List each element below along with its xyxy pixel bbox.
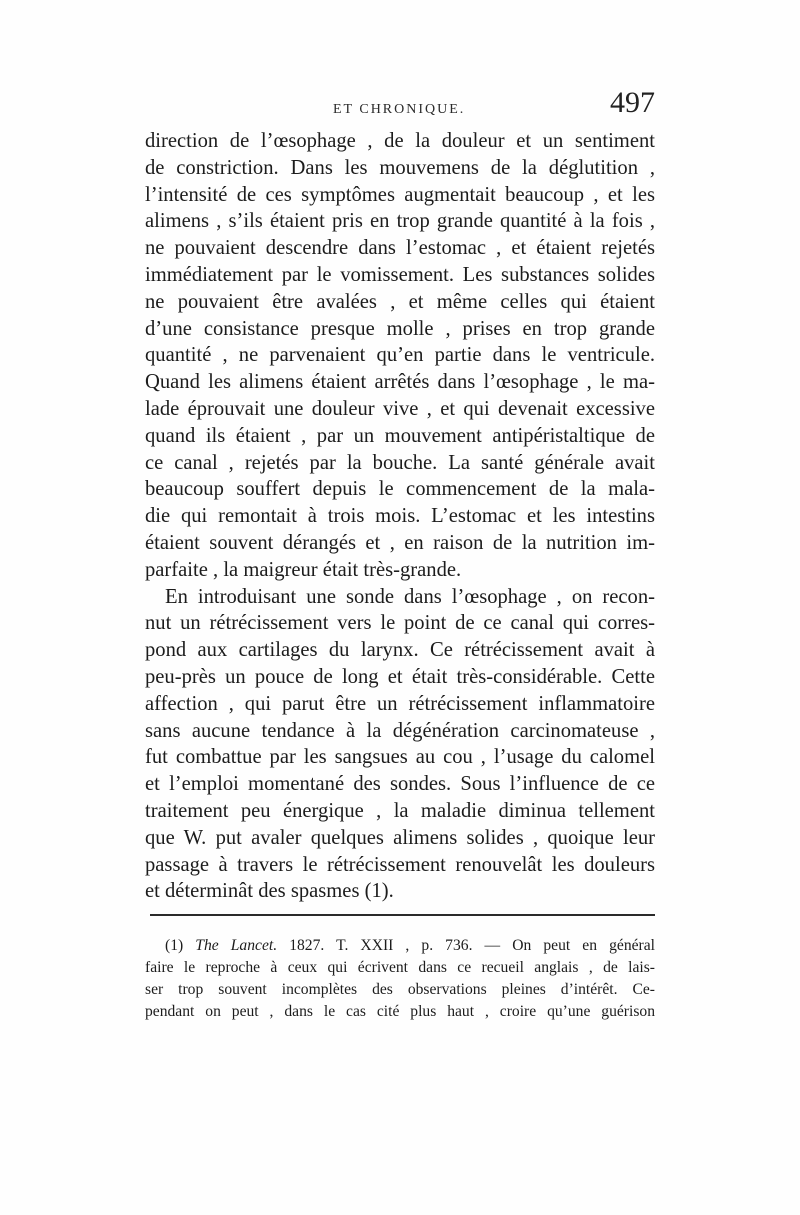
text-line: que W. put avaler quelques alimens solides , quoique leur (145, 826, 655, 849)
text-line: ne pouvaient être avalées , et même celles qui étaient (145, 290, 655, 313)
text-line: En introduisant une sonde dans l’œsophage , on recon- (165, 585, 655, 608)
footnote-line: faire le reproche à ceux qui écrivent dans ce recueil anglais , de lais- (145, 959, 655, 976)
footnote-line: ser trop souvent incomplètes des observations pleines d’intérêt. Ce- (145, 981, 655, 998)
text-line: affection , qui parut être un rétrécissement inflammatoire (145, 692, 655, 715)
footnote-citation: 1827. T. XXII , p. 736. — On peut en général (277, 937, 655, 954)
text-line: immédiatement par le vomissement. Les substances solides (145, 263, 655, 286)
text-line: direction de l’œsophage , de la douleur et un sentiment (145, 130, 655, 152)
footnote-marker: (1) (165, 937, 196, 954)
text-line: et l’emploi momentané des sondes. Sous l’influence de ce (145, 773, 655, 796)
page-number: 497 (610, 86, 655, 119)
text-line: peu-près un pouce de long et était très-considérable. Cette (145, 665, 655, 688)
text-line: parfaite , la maigreur était très-grande. (145, 558, 462, 581)
text-line: l’intensité de ces symptômes augmentait beaucoup , et les (145, 183, 655, 206)
text-line: traitement peu énergique , la maladie diminua tellement (145, 799, 655, 822)
text-line: d’une consistance presque molle , prises en trop grande (145, 317, 655, 340)
running-title: ET CHRONIQUE. (333, 102, 466, 117)
text-line: et déterminât des spasmes (1). (145, 880, 394, 903)
text-line: Quand les alimens étaient arrêtés dans l’œsophage , le ma- (145, 371, 655, 394)
footnote (145, 935, 655, 1023)
text-line: fut combattue par les sangsues au cou , l’usage du calomel (145, 746, 655, 769)
text-line: ce canal , rejetés par la bouche. La santé générale avait (145, 451, 655, 474)
text-line: nut un rétrécissement vers le point de ce canal qui corres- (145, 612, 655, 635)
running-head (145, 88, 655, 128)
text-line: quand ils étaient , par un mouvement antipéristaltique de (145, 424, 655, 447)
text-line: pond aux cartilages du larynx. Ce rétrécissement avait à (145, 639, 655, 662)
text-line: quantité , ne parvenaient qu’en partie dans le ventricule. (145, 344, 655, 367)
body-text (145, 128, 655, 905)
footnote-journal: The Lancet. (195, 937, 278, 954)
footnote-line (145, 935, 655, 957)
text-line: beaucoup souffert depuis le commencement de la mala- (145, 478, 655, 501)
text-line: die qui remontait à trois mois. L’estomac et les intestins (145, 505, 655, 528)
text-line: passage à travers le rétrécissement renouvelât les douleurs (145, 853, 655, 876)
text-line: sans aucune tendance à la dégénération carcinomateuse , (145, 719, 655, 742)
text-line: de constriction. Dans les mouvemens de la déglutition , (145, 156, 655, 179)
text-line: étaient souvent dérangés et , en raison de la nutrition im- (145, 531, 655, 554)
text-line: alimens , s’ils étaient pris en trop grande quantité à la fois , (145, 210, 655, 233)
text-line: lade éprouvait une douleur vive , et qui devenait excessive (145, 397, 655, 420)
footnote-divider (150, 914, 655, 916)
footnote-line: pendant on peut , dans le cas cité plus haut , croire qu’une guérison (145, 1003, 655, 1020)
text-line: ne pouvaient descendre dans l’estomac , et étaient rejetés (145, 237, 655, 260)
